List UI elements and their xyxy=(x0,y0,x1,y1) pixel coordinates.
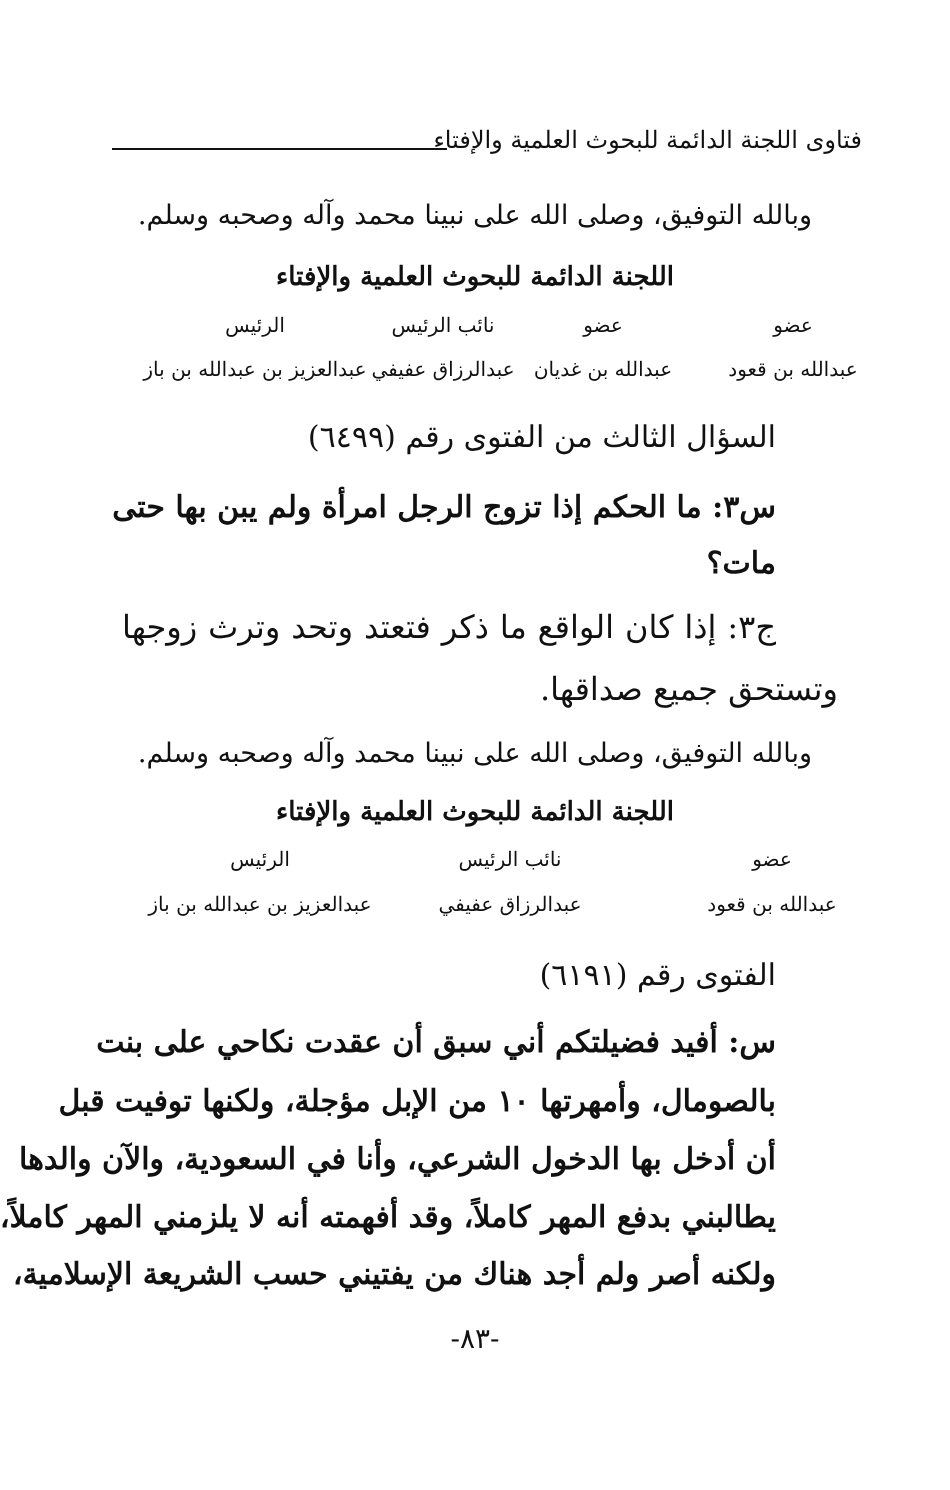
question-6191-line-2: بالصومال، وأمهرتها ١٠ من الإبل مؤجلة، ولكنها توفيت قبل xyxy=(58,1084,776,1119)
signature-names-1 xyxy=(120,357,858,387)
name-ibn-qaud: عبدالله بن قعود xyxy=(707,892,837,916)
role-vice-president: نائب الرئيس xyxy=(458,847,562,871)
question-line-2: مات؟ xyxy=(706,546,776,581)
signature-names-2 xyxy=(120,892,837,922)
header-title: فتاوى اللجنة الدائمة للبحوث العلمية والإفتاء xyxy=(433,126,862,154)
name-ibn-ghudayan: عبدالله بن غديان xyxy=(533,357,673,381)
question-6191-line-1: س: أفيد فضيلتكم أني سبق أن عقدت نكاحي على بنت xyxy=(96,1025,776,1060)
committee-name-1: اللجنة الدائمة للبحوث العلمية والإفتاء xyxy=(276,262,674,292)
role-member-1: عضو xyxy=(773,313,813,337)
role-member-2: عضو xyxy=(583,313,623,337)
section-heading-6499: السؤال الثالث من الفتوى رقم (٦٤٩٩) xyxy=(307,420,776,455)
signature-roles-1 xyxy=(120,313,830,343)
signature-roles-2 xyxy=(120,847,830,877)
role-president: الرئيس xyxy=(225,313,285,337)
question-6191-line-4: يطالبني بدفع المهر كاملاً، وقد أفهمته أنه لا يلزمني المهر كاملاً، xyxy=(0,1200,776,1235)
name-ibn-qaud: عبدالله بن قعود xyxy=(728,357,858,381)
name-afifi: عبدالرزاق عفيفي xyxy=(371,357,515,381)
header-rule xyxy=(112,148,447,150)
closing-prayer-1: وبالله التوفيق، وصلى الله على نبينا محمد وآله وصحبه وسلم. xyxy=(137,200,813,231)
name-afifi: عبدالرزاق عفيفي xyxy=(438,892,582,916)
answer-line-2: وتستحق جميع صداقها. xyxy=(539,670,838,708)
committee-name-2: اللجنة الدائمة للبحوث العلمية والإفتاء xyxy=(276,797,674,827)
question-line-1: س٣: ما الحكم إذا تزوج الرجل امرأة ولم يبن بها حتى xyxy=(112,490,776,525)
name-ibn-baz: عبدالعزيز بن عبدالله بن باز xyxy=(148,892,372,916)
role-vice-president: نائب الرئيس xyxy=(391,313,495,337)
question-6191-line-5: ولكنه أصر ولم أجد هناك من يفتيني حسب الشريعة الإسلامية، xyxy=(12,1257,776,1292)
role-member: عضو xyxy=(752,847,792,871)
role-president: الرئيس xyxy=(230,847,290,871)
answer-line-1: ج٣: إذا كان الواقع ما ذكر فتعتد وتحد وترث زوجها xyxy=(122,608,776,646)
question-6191-line-3: أن أدخل بها الدخول الشرعي، وأنا في السعودية، والآن والدها xyxy=(18,1142,776,1177)
closing-prayer-2: وبالله التوفيق، وصلى الله على نبينا محمد وآله وصحبه وسلم. xyxy=(137,738,813,769)
name-ibn-baz: عبدالعزيز بن عبدالله بن باز xyxy=(143,357,367,381)
running-header xyxy=(112,126,862,166)
section-heading-6191: الفتوى رقم (٦١٩١) xyxy=(539,958,776,993)
page-number: -٨٣- xyxy=(450,1322,500,1355)
